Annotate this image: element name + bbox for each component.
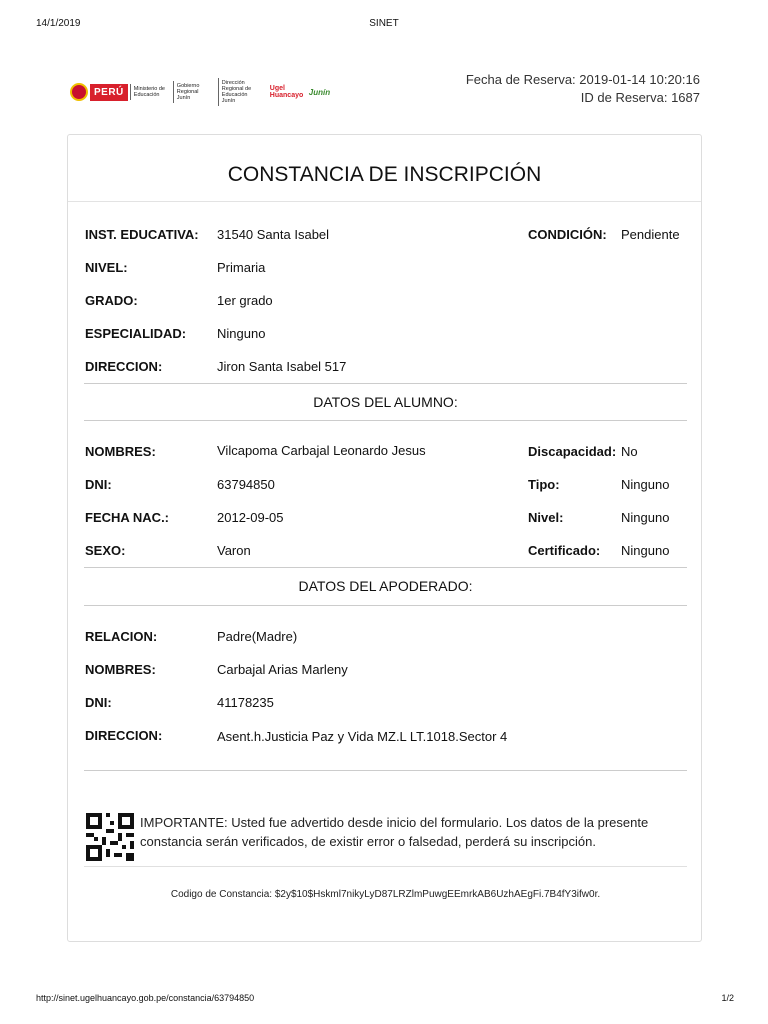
apoderado-dni-label: DNI:	[85, 695, 112, 710]
alumno-nivel-value: Ninguno	[621, 510, 670, 525]
inst-value: 31540 Santa Isabel	[217, 227, 330, 242]
reserva-info	[466, 71, 700, 107]
ministerio-logo: Ministerio de Educación	[130, 84, 171, 100]
institution-logos	[70, 81, 330, 103]
codigo-constancia: Codigo de Constancia: $2y$10$Hskml7nikyLyD87LRZlmPuwgEEmrkAB6UzhAEgFi.7B4fY3ifw0r.	[170, 889, 601, 900]
grado-value: 1er grado	[217, 293, 273, 308]
ugel-logo: Ugel Huancayo	[269, 85, 304, 99]
print-date: 14/1/2019	[36, 18, 81, 29]
alumno-nombres-label: NOMBRES:	[85, 444, 156, 459]
divider	[84, 866, 687, 867]
tipo-label: Tipo:	[528, 477, 560, 492]
id-reserva: ID de Reserva: 1687	[580, 90, 700, 105]
fecha-nac-value: 2012-09-05	[217, 510, 284, 525]
apoderado-direccion-label: DIRECCION:	[85, 728, 163, 743]
condicion-value: Pendiente	[621, 227, 680, 242]
alumno-section-title: DATOS DEL ALUMNO:	[84, 383, 687, 421]
page-title: CONSTANCIA DE INSCRIPCIÓN	[68, 135, 701, 202]
inst-label: INST. EDUCATIVA:	[85, 227, 199, 242]
gobierno-logo: Gobierno Regional Junín	[173, 81, 216, 103]
alumno-dni-value: 63794850	[217, 477, 275, 492]
sexo-value: Varon	[217, 543, 251, 558]
apoderado-direccion-value: Asent.h.Justicia Paz y Vida MZ.L LT.1018.Sector 4	[217, 729, 508, 744]
especialidad-value: Ninguno	[217, 326, 266, 341]
nivel-label: NIVEL:	[85, 260, 128, 275]
alumno-dni-label: DNI:	[85, 477, 112, 492]
discapacidad-label: Discapacidad:	[528, 444, 617, 459]
print-title: SINET	[369, 18, 399, 29]
certificado-value: Ninguno	[621, 543, 670, 558]
discapacidad-value: No	[621, 444, 638, 459]
especialidad-label: ESPECIALIDAD:	[85, 326, 187, 341]
nivel-value: Primaria	[217, 260, 266, 275]
divider	[84, 770, 687, 771]
direccion-value: Jiron Santa Isabel 517	[217, 359, 347, 374]
grado-label: GRADO:	[85, 293, 138, 308]
constancia-card	[67, 134, 702, 942]
condicion-label: CONDICIÓN:	[528, 227, 607, 242]
importante-notice: IMPORTANTE: Usted fue advertido desde inicio del formulario. Los datos de la presente constancia serán verificados, de existir error o falsedad, perderá su inscripción.	[140, 815, 649, 849]
alumno-nombres-value: Vilcapoma Carbajal Leonardo Jesus	[217, 443, 426, 458]
peru-logo: PERÚ	[90, 84, 128, 101]
page-number: 1/2	[721, 993, 734, 1003]
apoderado-nombres-label: NOMBRES:	[85, 662, 156, 677]
fecha-reserva: Fecha de Reserva: 2019-01-14 10:20:16	[465, 72, 700, 87]
junin-logo: Junín	[308, 87, 331, 97]
qr-code-icon	[86, 813, 134, 861]
tipo-value: Ninguno	[621, 477, 670, 492]
coat-of-arms-icon	[70, 83, 88, 101]
apoderado-nombres-value: Carbajal Arias Marleny	[217, 662, 348, 677]
alumno-nivel-label: Nivel:	[528, 510, 564, 525]
fecha-nac-label: FECHA NAC.:	[85, 510, 170, 525]
apoderado-section-title: DATOS DEL APODERADO:	[84, 567, 687, 606]
page-url: http://sinet.ugelhuancayo.gob.pe/constancia/63794850	[36, 993, 255, 1003]
sexo-label: SEXO:	[85, 543, 126, 558]
print-header	[0, 0, 768, 40]
apoderado-dni-value: 41178235	[217, 695, 274, 710]
relacion-label: RELACION:	[85, 629, 158, 644]
direccion-label: DIRECCION:	[85, 359, 163, 374]
certificado-label: Certificado:	[528, 543, 601, 558]
direccion-logo: Dirección Regional de Educación Junín	[218, 78, 265, 106]
relacion-value: Padre(Madre)	[217, 629, 298, 644]
